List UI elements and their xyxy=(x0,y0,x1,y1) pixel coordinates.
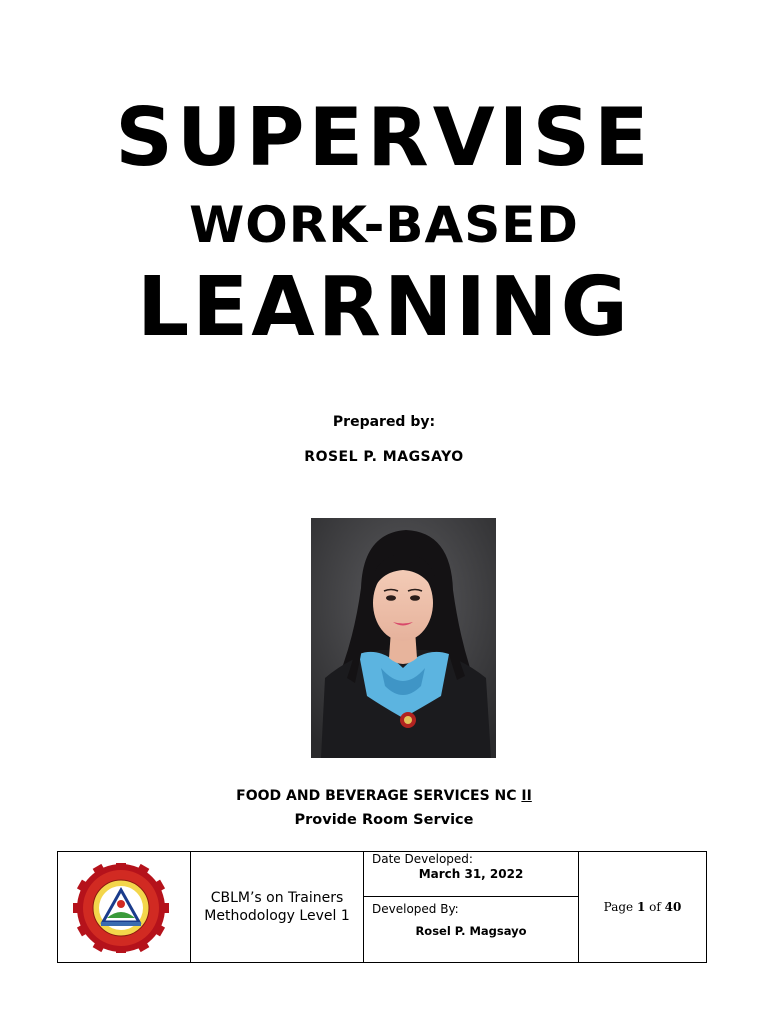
program-title xyxy=(0,788,768,804)
logo-cell xyxy=(58,852,191,962)
page-current: 1 xyxy=(636,900,646,914)
document-title-line-2: WORK-BASED xyxy=(189,196,579,254)
developed-by-value: Rosel P. Magsayo xyxy=(415,924,527,938)
document-title-line-3: LEARNING xyxy=(137,260,631,355)
program-level: II xyxy=(521,788,532,804)
page-of: of xyxy=(645,900,665,914)
program-title-text: FOOD AND BEVERAGE SERVICES NC xyxy=(236,788,522,804)
cblm-title: CBLM’s on Trainers Methodology Level 1 xyxy=(204,890,350,924)
developed-by-label: Developed By: xyxy=(372,902,459,916)
program-subtitle: Provide Room Service xyxy=(294,812,474,828)
page-number-cell xyxy=(579,852,706,962)
cblm-title-cell xyxy=(191,852,364,962)
page-number xyxy=(604,900,682,914)
author-name: ROSEL P. MAGSAYO xyxy=(304,449,464,465)
prepared-by-label: Prepared by: xyxy=(332,414,436,430)
date-developed-label: Date Developed: xyxy=(372,852,473,866)
page-word: Page xyxy=(603,900,637,914)
date-developed-value: March 31, 2022 xyxy=(418,867,524,881)
document-info-table xyxy=(57,851,707,963)
page-total: 40 xyxy=(664,900,682,914)
developed-by-cell xyxy=(364,897,579,962)
graduation-portrait-icon xyxy=(311,518,496,758)
author-portrait-photo xyxy=(311,518,496,758)
document-title-line-1: SUPERVISE xyxy=(115,91,653,184)
date-developed-cell xyxy=(364,852,579,897)
university-seal-icon xyxy=(71,863,171,953)
